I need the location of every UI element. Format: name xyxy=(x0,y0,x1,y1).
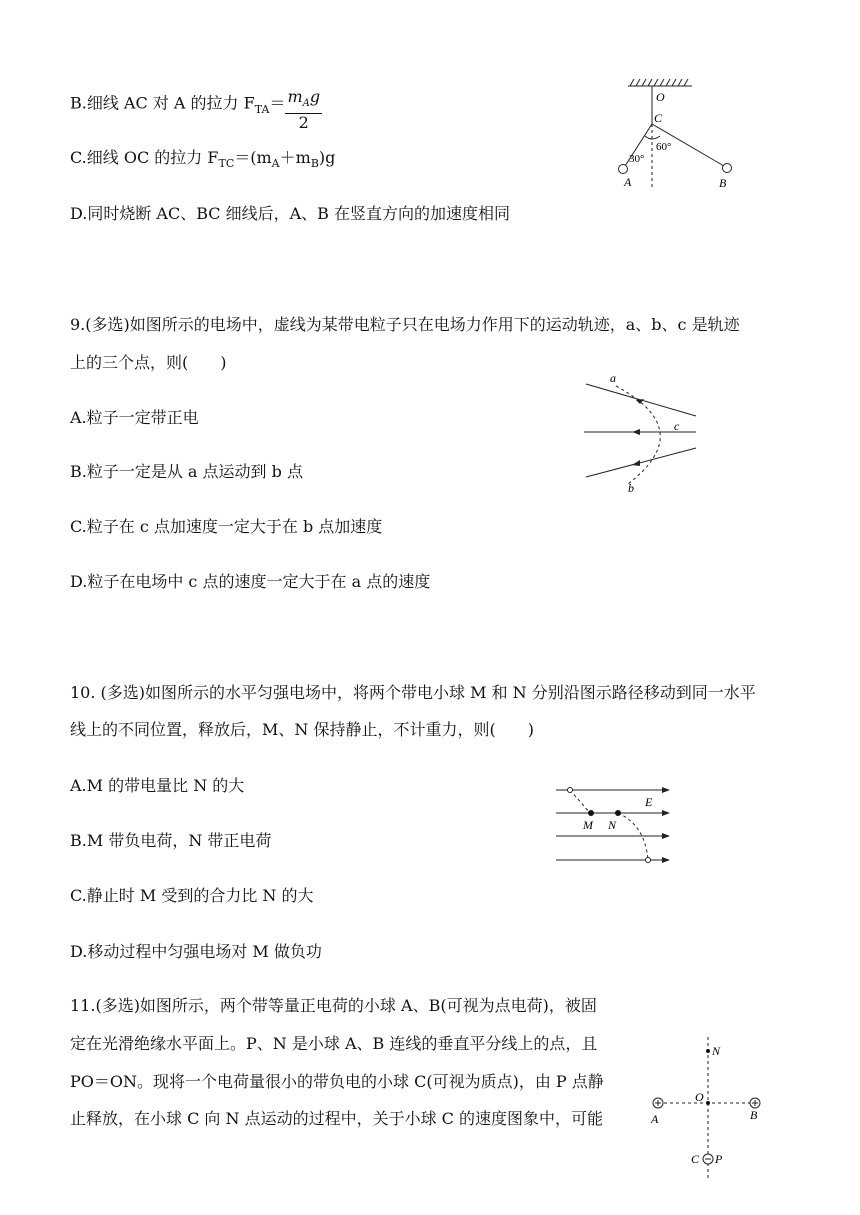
ceiling-hatch xyxy=(628,79,692,86)
label-b: B xyxy=(719,176,727,190)
q10-option-c: C.静止时 M 受到的合力比 N 的大 xyxy=(70,886,314,905)
q8-num-g: g xyxy=(309,87,321,106)
q8-fraction-denominator: 2 xyxy=(298,113,309,133)
label-a: A xyxy=(624,175,632,189)
start-n xyxy=(646,858,651,863)
start-m xyxy=(568,788,573,793)
q8-option-c-plus: ＋m xyxy=(279,148,311,167)
q8-fraction-numerator xyxy=(285,88,322,114)
q11-stem-line4: 止释放，在小球 C 向 N 点运动的过程中，关于小球 C 的速度图象中，可能 xyxy=(70,1109,604,1128)
angle-30: 30° xyxy=(629,153,645,165)
q8-option-c-sub: TC xyxy=(218,157,235,171)
q9-stem-line1: 9.(多选)如图所示的电场中，虚线为某带电粒子只在电场力作用下的运动轨迹，a、b、c 是轨迹 xyxy=(70,315,740,334)
q8-option-c-b: B xyxy=(310,157,319,171)
q8-option-b-sub: TA xyxy=(254,102,270,116)
q9-option-b: B.粒子一定是从 a 点运动到 b 点 xyxy=(70,462,303,481)
q9-option-d: D.粒子在电场中 c 点的速度一定大于在 a 点的速度 xyxy=(70,572,431,591)
q11-stem-line1: 11.(多选)如图所示，两个带等量正电荷的小球 A、B(可视为点电荷)，被固 xyxy=(70,996,597,1015)
label-c: c xyxy=(674,419,680,433)
q8-option-d: D.同时烧断 AC、BC 细线后，A、B 在竖直方向的加速度相同 xyxy=(70,204,511,223)
ball-n xyxy=(615,810,621,816)
label-o: O xyxy=(695,1090,704,1104)
path-m xyxy=(570,790,590,813)
label-c: C xyxy=(654,111,663,125)
q8-num-sub: A xyxy=(302,98,310,110)
q9-option-c: C.粒子在 c 点加速度一定大于在 b 点加速度 xyxy=(70,517,383,536)
q9-stem-line2: 上的三个点，则( ) xyxy=(70,353,227,372)
ball-b xyxy=(723,164,732,173)
field-line-bottom-arrow xyxy=(632,460,640,466)
q8-figure xyxy=(612,76,752,196)
q10-figure xyxy=(550,780,680,870)
label-n: N xyxy=(608,818,617,832)
q8-option-c-end: )g xyxy=(318,148,336,167)
charge-b xyxy=(750,1098,760,1108)
q8-option-b xyxy=(70,82,322,133)
q8-fraction xyxy=(285,88,322,132)
q9-option-a: A.粒子一定带正电 xyxy=(70,408,199,427)
label-p: P xyxy=(715,1152,723,1166)
q8-option-b-text: B.细线 AC 对 A 的拉力 F xyxy=(70,93,255,113)
field-arrows xyxy=(662,787,670,863)
point-o xyxy=(706,1101,710,1105)
angle-60: 60° xyxy=(656,141,672,153)
label-a: a xyxy=(610,371,616,385)
label-e: E xyxy=(645,795,653,809)
q11-stem-line2: 定在光滑绝缘水平面上。P、N 是小球 A、B 连线的垂直平分线上的点，且 xyxy=(70,1034,598,1053)
q10-option-d: D.移动过程中匀强电场对 M 做负功 xyxy=(70,942,322,961)
label-c: C xyxy=(691,1152,700,1166)
q10-option-b: B.M 带负电荷，N 带正电荷 xyxy=(70,831,272,850)
label-b: b xyxy=(628,481,634,495)
q10-stem-line1: 10. (多选)如图所示的水平匀强电场中，将两个带电小球 M 和 N 分别沿图示路径移动到同一水平 xyxy=(70,683,756,702)
q8-option-c-rest: ＝(m xyxy=(234,148,272,167)
q8-option-c-a: A xyxy=(271,157,280,171)
q8-option-c-text: C.细线 OC 的拉力 F xyxy=(70,148,219,167)
charge-a xyxy=(653,1098,663,1108)
label-o: O xyxy=(656,90,665,104)
ball-m xyxy=(588,810,594,816)
q11-stem-line3: PO＝ON。现将一个电荷量很小的带负电的小球 C(可视为质点)，由 P 点静 xyxy=(70,1072,604,1091)
q9-figure xyxy=(578,370,703,495)
q8-option-b-eq: ＝ xyxy=(269,93,286,113)
label-b: B xyxy=(750,1108,758,1122)
field-line-bottom xyxy=(586,448,696,477)
label-m: M xyxy=(583,818,593,832)
q10-stem-line2: 线上的不同位置，释放后，M、N 保持静止，不计重力，则( ) xyxy=(70,720,534,739)
q11-figure xyxy=(645,1035,775,1185)
ball-a xyxy=(619,165,628,174)
field-line-middle-arrow xyxy=(632,429,640,435)
q10-option-a: A.M 的带电量比 N 的大 xyxy=(70,776,245,795)
trajectory xyxy=(616,386,660,484)
q8-option-c xyxy=(70,146,335,176)
q8-num-m: m xyxy=(287,87,303,106)
label-a: A xyxy=(651,1112,659,1126)
charge-c xyxy=(703,1154,713,1164)
label-n: N xyxy=(712,1044,721,1058)
point-n xyxy=(706,1049,710,1053)
